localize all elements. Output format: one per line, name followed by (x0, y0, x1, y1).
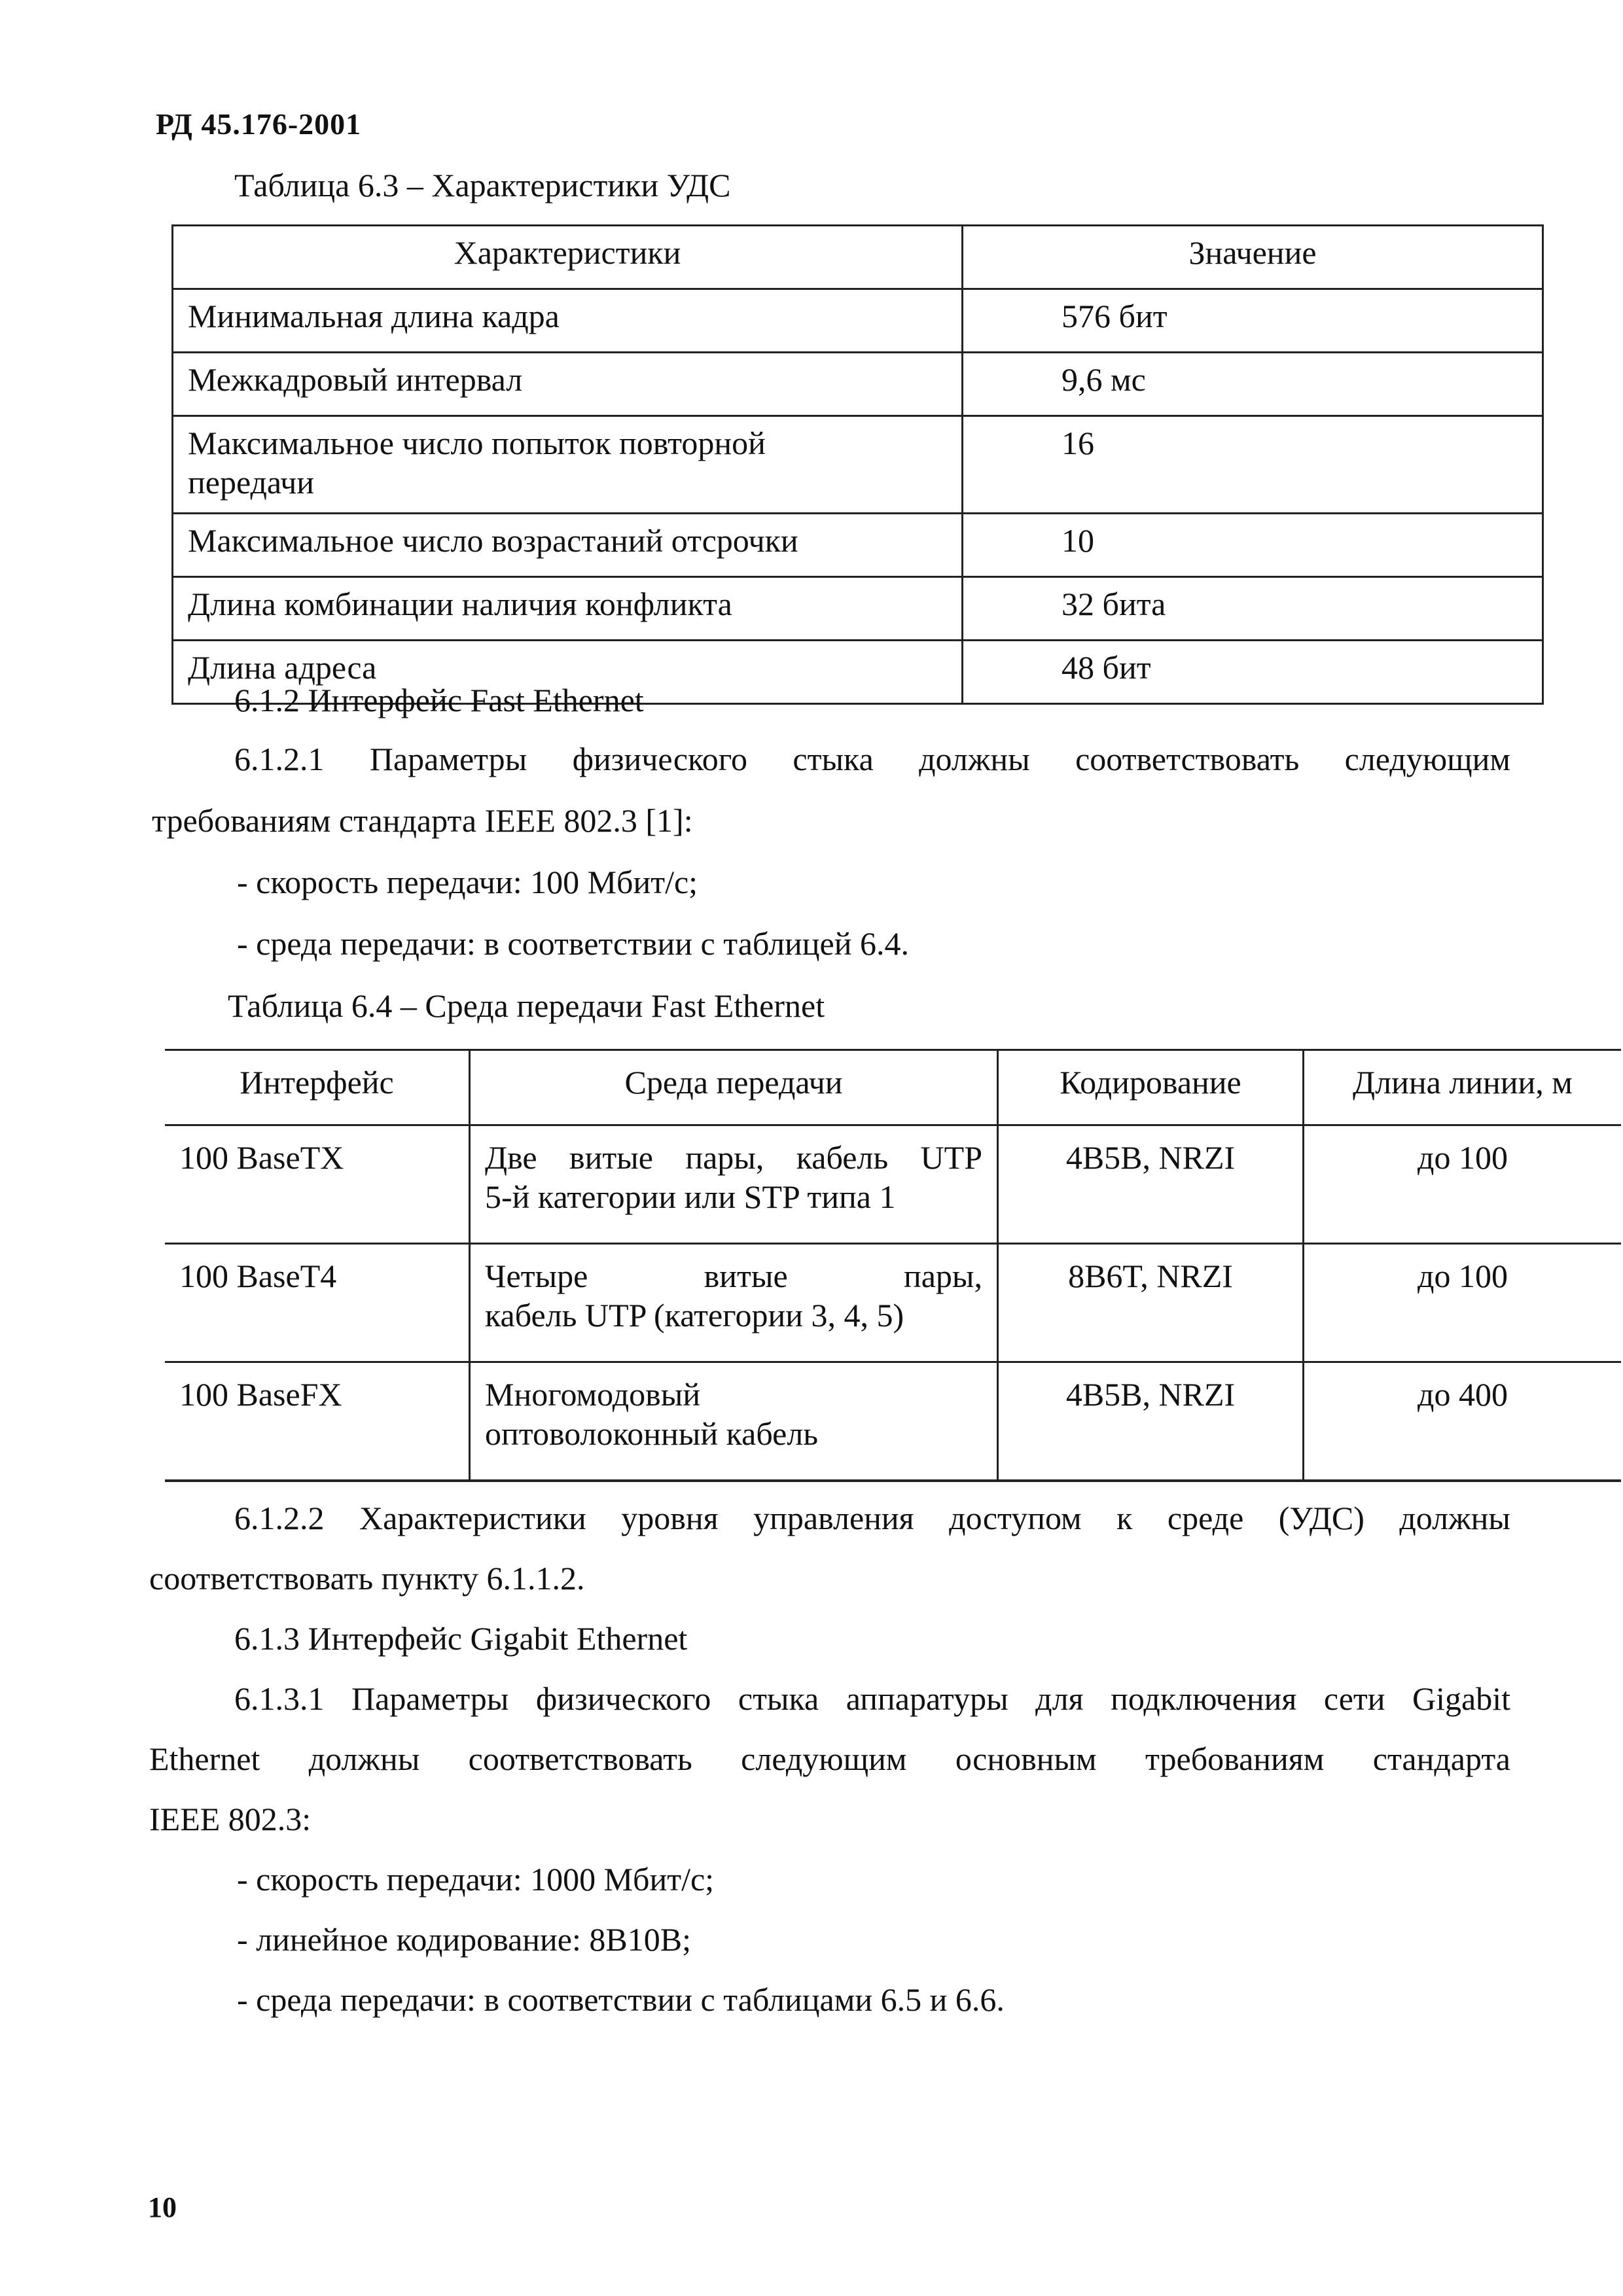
cell-media (470, 1244, 998, 1362)
table-row (173, 289, 1543, 353)
paragraph-6-1-2-1-line-2: требованиям стандарта IEEE 802.3 [1]: (152, 802, 693, 839)
row-value: 10 (963, 514, 1543, 577)
row-name: Длина комбинации наличия конфликта (173, 577, 963, 641)
row-name: Максимальное число возрастаний отсрочки (173, 514, 963, 577)
cell-interface: 100 BaseTX (165, 1125, 470, 1244)
cell-coding: 4B5B, NRZI (998, 1125, 1304, 1244)
row-name: Длина адреса (173, 641, 963, 704)
header-interface: Интерфейс (165, 1050, 470, 1125)
bullet-media-gigabit: - среда передачи: в соответствии с таблицами 6.5 и 6.6. (237, 1981, 1005, 2018)
row-name-line-2: передачи (188, 464, 315, 501)
table-row (165, 1125, 1621, 1244)
cell-media-line-2: оптоволоконный кабель (485, 1415, 819, 1452)
row-value: 32 бита (963, 577, 1543, 641)
table-6-4-caption: Таблица 6.4 – Среда передачи Fast Ethernet (228, 987, 825, 1024)
bullet-speed-gigabit: - скорость передачи: 1000 Мбит/с; (237, 1861, 715, 1898)
cell-media-line-1: Две витые пары, кабель UTP (485, 1139, 982, 1176)
row-value: 16 (963, 416, 1543, 514)
section-6-1-3-title: 6.1.3 Интерфейс Gigabit Ethernet (234, 1620, 688, 1657)
paragraph-6-1-3-1-line-2: Ethernet должны соответствовать следующим основным требованиям стандарта (149, 1740, 1510, 1777)
table-row (173, 577, 1543, 641)
paragraph-6-1-2-1-line-1: 6.1.2.1 Параметры физического стыка должны соответствовать следующим (234, 741, 1510, 777)
cell-length: до 100 (1304, 1244, 1622, 1362)
cell-coding: 4B5B, NRZI (998, 1362, 1304, 1481)
row-value: 576 бит (963, 289, 1543, 353)
cell-length: до 100 (1304, 1125, 1622, 1244)
cell-interface: 100 BaseT4 (165, 1244, 470, 1362)
cell-length: до 400 (1304, 1362, 1622, 1481)
paragraph-6-1-3-1-line-3: IEEE 802.3: (149, 1801, 312, 1837)
bullet-media: - среда передачи: в соответствии с таблицей 6.4. (237, 925, 910, 962)
table-row (173, 514, 1543, 577)
row-name: Минимальная длина кадра (173, 289, 963, 353)
table-header-row (165, 1050, 1621, 1125)
row-name (173, 416, 963, 514)
cell-media (470, 1125, 998, 1244)
cell-media-line-1: Четыре витые пары, (485, 1258, 982, 1294)
paragraph-6-1-2-2-line-1: 6.1.2.2 Характеристики уровня управления доступом к среде (УДС) должны (234, 1500, 1510, 1536)
header-coding: Кодирование (998, 1050, 1304, 1125)
bullet-line-coding: - линейное кодирование: 8B10B; (237, 1921, 691, 1958)
row-value: 48 бит (963, 641, 1543, 704)
table-6-4 (165, 1049, 1621, 1482)
table-row (173, 416, 1543, 514)
table-header-row (173, 226, 1543, 289)
table-row (173, 353, 1543, 416)
cell-coding: 8B6T, NRZI (998, 1244, 1304, 1362)
header-line-length: Длина линии, м (1304, 1050, 1622, 1125)
header-media: Среда передачи (470, 1050, 998, 1125)
table-6-3 (171, 224, 1544, 705)
cell-media-line-2: кабель UTP (категории 3, 4, 5) (485, 1297, 904, 1333)
document-header: РД 45.176-2001 (156, 107, 362, 141)
page-number: 10 (148, 2191, 177, 2223)
cell-media (470, 1362, 998, 1481)
table-6-3-caption: Таблица 6.3 – Характеристики УДС (234, 167, 731, 203)
paragraph-6-1-3-1-line-1: 6.1.3.1 Параметры физического стыка аппаратуры для подключения сети Gigabit (234, 1680, 1510, 1717)
cell-media-line-2: 5-й категории или STP типа 1 (485, 1178, 896, 1215)
header-value: Значение (963, 226, 1543, 289)
header-characteristics: Характеристики (173, 226, 963, 289)
row-value: 9,6 мс (963, 353, 1543, 416)
cell-interface: 100 BaseFX (165, 1362, 470, 1481)
paragraph-6-1-2-2-line-2: соответствовать пункту 6.1.1.2. (149, 1560, 585, 1597)
table-row (165, 1362, 1621, 1481)
row-name: Межкадровый интервал (173, 353, 963, 416)
row-name-line-1: Максимальное число попыток повторной (188, 425, 766, 461)
section-6-1-2-title: 6.1.2 Интерфейс Fast Ethernet (234, 682, 644, 718)
bullet-speed: - скорость передачи: 100 Мбит/с; (237, 864, 698, 900)
cell-media-line-1: Многомодовый (485, 1376, 701, 1413)
table-row (165, 1244, 1621, 1362)
